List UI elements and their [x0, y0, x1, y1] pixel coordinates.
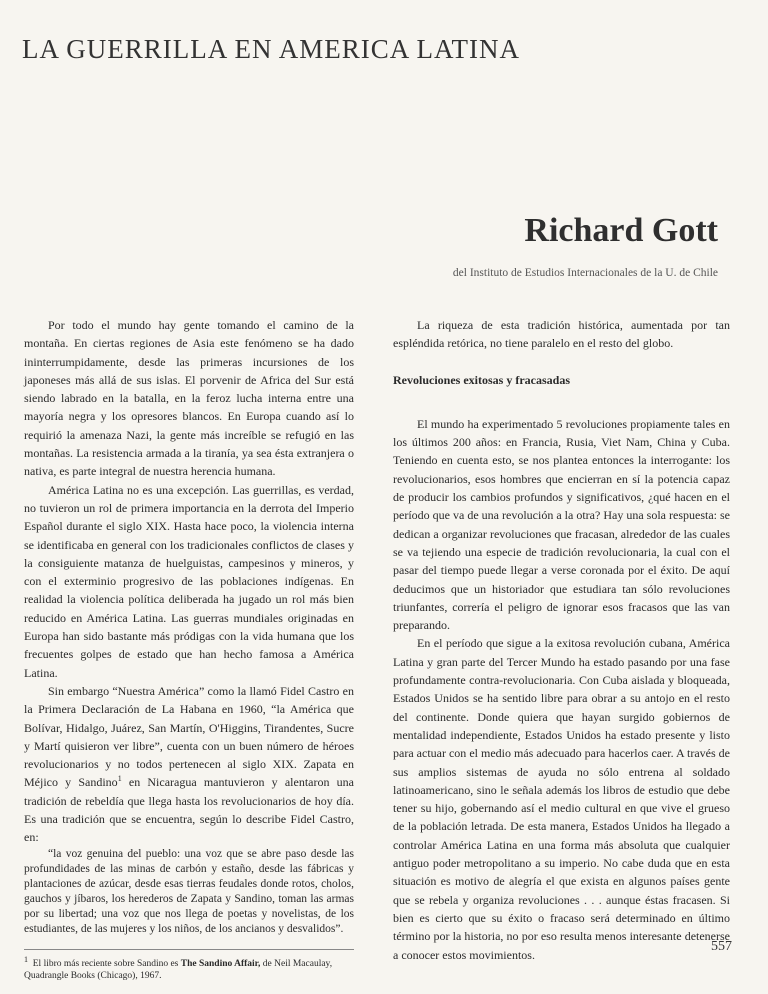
paragraph: El mundo ha experimentado 5 revoluciones propiamente tales en los últimos 200 años: en Francia, Rusia, Viet Nam, China y Cuba. Teniendo en cuenta esto, se nos plantea entonces la interrogante: los revolucionarios, esos hombres que encierran en sí la potencia capaz de producir los cambios profundos y significativos, ¿qué hacen en el período que va de una revolución a la otra? Hay una sola respuesta: se dedican a organizar revoluciones que fracasan, alrededor de las cuales se va tejiendo una especie de tradición revolucionaria, la cual con el pasar del tiempo puede llegar a verse coronada por el éxito. De aquí deducimos que un historiador que estudiara tan sólo revoluciones triunfantes, correría el peligro de ignorar esos fracasos que las van preparando. — [393, 416, 730, 633]
section-heading: Revoluciones exitosas y fracasadas — [393, 372, 570, 387]
paragraph: La riqueza de esta tradición histórica, aumentada por tan espléndida retórica, no tiene paralelo en el resto del globo. — [393, 318, 730, 351]
paragraph: Por todo el mundo hay gente tomando el camino de la montaña. En ciertas regiones de Asia este fenómeno se ha dado ininterrumpidamente, desde las primeras incursiones de los japoneses más allá de sus islas. El porvenir de Africa del Sur está siendo labrado en la batalla, en la feroz lucha interna entre una mayoría negra y los opresores blancos. En Europa cuando así lo requirió la amenaza Nazi, la gente más increíble se refugió en las montañas. La resistencia armada a la tiranía, ya sea ésta extranjera o nativa, es parte integral de nuestra herencia humana. — [24, 318, 354, 479]
page-number: 557 — [711, 939, 732, 954]
paragraph-text: Sin embargo “Nuestra América” como la llamó Fidel Castro en la Primera Declaración de La Habana en 1960, “la América que Bolívar, Hidalgo, Juárez, San Martín, O'Higgins, Tirandentes, Sucre y Martí quisieron ver libre”, cuenta con un buen número de héroes revolucionarios y no todos pertenecen al siglo XIX. Zapata en Méjico y Sandino — [24, 683, 354, 790]
paragraph-text: en Nicaragua mantuvieron y alentaron una tradición de rebeldía que llega hasta los revolucionarios de hoy día. Es una tradición que se encuentra, según lo describe Fidel Castro, en: — [24, 775, 354, 845]
paragraph: América Latina no es una excepción. Las guerrillas, es verdad, no tuvieron un rol de primera importancia en la derrota del Imperio Español durante el siglo XIX. Hasta hace poco, la violencia interna se identificaba en general con los tradicionales conflictos de clases y la consiguiente matanza de huelguistas, campesinos y mineros, y con el exterminio progresivo de las poblaciones indígenas. En realidad la violencia política deliberada ha jugado un rol más bien reducido en América Latina. Las guerras mundiales originadas en Europa han sido bastante más pródigas con la vida humana que los frecuentes golpes de estado que han hecho famosa a América Latina. — [24, 482, 354, 680]
article-title: LA GUERRILLA EN AMERICA LATINA — [22, 34, 520, 64]
author-name: Richard Gott — [524, 212, 718, 249]
left-column — [24, 316, 354, 982]
paragraph: En el período que sigue a la exitosa revolución cubana, América Latina y gran parte del Tercer Mundo ha estado pasando por una fase profundamente contra-revolucionaria. Con Cuba aislada y bloqueada, Estados Unidos se ha sentido libre para obrar a su antojo en el resto del continente. Donde quiera que hayan surgido gobiernos de mentalidad independiente, Estados Unidos ha estado presente y listo para actuar con el medio más adecuado para hacerlos caer. A través de sus amplios sistemas de ayuda no sólo entrena al soldado latinoamericano, sino le señala además los libros de estudio que debe tener su hijo, gobernando así el medio cultural en que vive el grueso de la población letrada. De esta manera, Estados Unidos ha llegado a controlar América Latina en una forma más absoluta que cualquier antiguo poder metropolitano a su imperio. No cabe duda que en esta situación es motivo de alegría el que exista en algunos países gente que se rebela y organiza revoluciones . . . aunque éstas fracasen. Si bien es cierto que su éxito o fracaso será determinado en último término por la historia, no por eso resulta menos interesante detenerse a conocer estos movimientos. — [393, 636, 730, 962]
footnote-number: 1 — [24, 954, 28, 964]
footnote-text: El libro más reciente sobre Sandino es — [32, 958, 181, 969]
right-column — [393, 316, 730, 964]
block-quote: “la voz genuina del pueblo: una voz que se abre paso desde las profundidades de las minas de carbón y estaño, desde las fábricas y plantaciones de azúcar, desde esas tierras feudales donde rotos, cholos, gauchos y jíbaros, los herederos de Zapata y Sandino, toman las armas por su libertad; una voz que nos llega de poetas y novelistas, de los estudiantes, de las mujeres y los niños, de los ancianos y desvalidos”. — [24, 847, 354, 935]
footnote — [24, 949, 354, 982]
footnote-book-title: The Sandino Affair, — [180, 958, 261, 969]
footnote-text: de Neil Macaulay, Quadrangle Books (Chicago), 1967. — [24, 958, 333, 981]
footnote-ref: 1 — [117, 774, 122, 784]
author-affiliation: del Instituto de Estudios Internacionales de la U. de Chile — [452, 267, 718, 279]
paragraph — [24, 682, 354, 847]
